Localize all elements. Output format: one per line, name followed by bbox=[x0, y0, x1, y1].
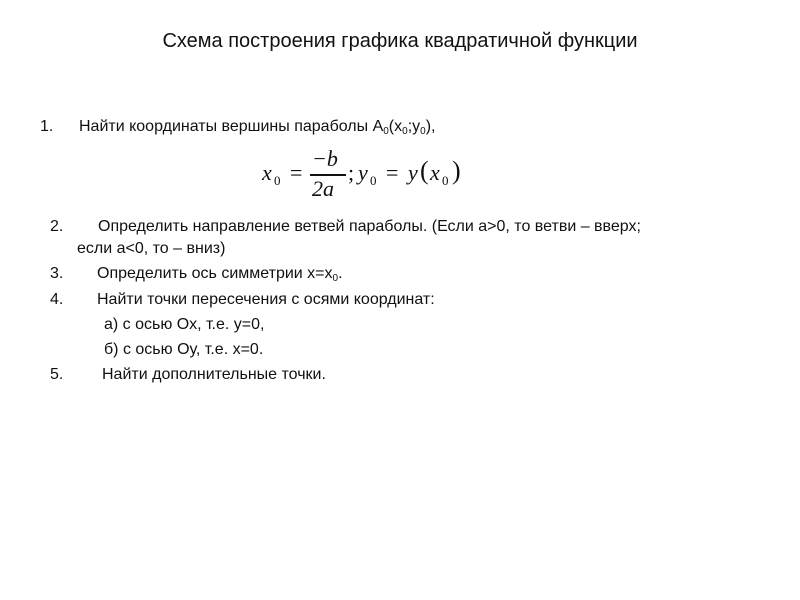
step-4-item-a-text: а) с осью Ох, т.е. у=0, bbox=[104, 316, 265, 333]
step-4-text: Найти точки пересечения с осями координат: bbox=[97, 291, 435, 308]
formula-numerator: −b bbox=[312, 146, 338, 171]
step-5-text: Найти дополнительные точки. bbox=[102, 366, 326, 383]
step-2-continued bbox=[77, 240, 225, 258]
formula-equals-2: = bbox=[386, 160, 399, 185]
step-4-item-a bbox=[104, 316, 264, 334]
step-3-text: Определить ось симметрии $x=x_0$. bbox=[97, 265, 343, 284]
vertex-formula bbox=[262, 148, 472, 200]
formula-fx: x bbox=[430, 160, 440, 185]
step-5-number: 5. bbox=[50, 366, 64, 383]
formula-equals-1: = bbox=[290, 160, 303, 185]
formula-fy: y bbox=[408, 160, 418, 185]
formula-fx-sub: 0 bbox=[442, 173, 449, 188]
step-2-number: 2. bbox=[50, 218, 64, 235]
formula-denominator: 2a bbox=[312, 176, 334, 201]
formula-lparen: ( bbox=[420, 156, 429, 185]
slide-title: Схема построения графика квадратичной функции bbox=[162, 30, 638, 52]
formula-y: y bbox=[358, 160, 368, 185]
step-1-text: Найти координаты вершины параболы $А_0(x_0;y_0)$, bbox=[79, 118, 436, 137]
step-3-number: 3. bbox=[50, 265, 64, 282]
formula-x: x bbox=[262, 160, 272, 185]
formula-rparen: ) bbox=[452, 156, 461, 185]
formula-x-sub: 0 bbox=[274, 173, 281, 188]
step-2-text-line1: Определить направление ветвей параболы. (Если a>0, то ветви – вверх; bbox=[98, 218, 641, 235]
formula-y-sub: 0 bbox=[370, 173, 377, 188]
step-4-item-b bbox=[104, 341, 263, 359]
step-2-text-line2: если а<0, то – вниз) bbox=[77, 240, 226, 257]
formula-semicolon: ; bbox=[348, 160, 355, 185]
step-1-number: 1. bbox=[40, 118, 54, 135]
step-4-item-b-text: б) с осью Оу, т.е. х=0. bbox=[104, 341, 264, 358]
step-4-number: 4. bbox=[50, 291, 64, 308]
